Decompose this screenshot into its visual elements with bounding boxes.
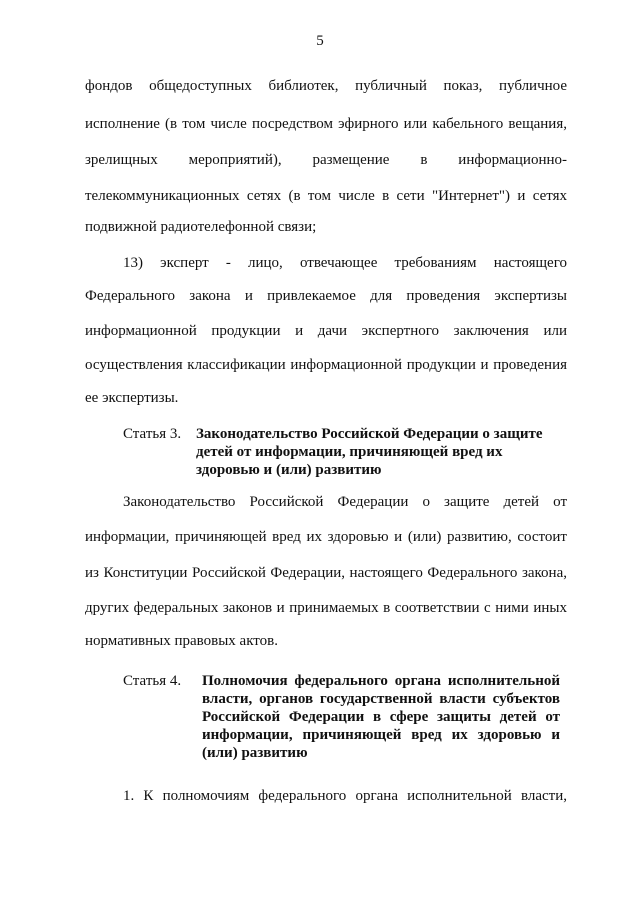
text-line: 13) эксперт - лицо, отвечающее требованиям настоящего	[123, 255, 567, 271]
article-3-label: Статья 3.	[123, 426, 182, 442]
page-number: 5	[316, 33, 324, 49]
article-3-title-line: детей от информации, причиняющей вред их	[196, 444, 503, 460]
article-4-title-line: Российской Федерации в сфере защиты детей от	[202, 709, 560, 725]
article-3-title-line: Законодательство Российской Федерации о защите	[196, 426, 543, 442]
text-line: осуществления классификации информационной продукции и проведения	[85, 357, 567, 373]
article-3-heading	[0, 425, 640, 485]
article-4-title-line: (или) развитию	[202, 745, 308, 761]
text-line: телекоммуникационных сетях (в том числе в сети "Интернет") и сетях	[85, 188, 567, 204]
text-line: информации, причиняющей вред их здоровью и (или) развитию, состоит	[85, 529, 567, 545]
article-4-heading	[0, 672, 640, 764]
text-line: Законодательство Российской Федерации о защите детей от	[123, 494, 567, 510]
article-4-title-line: Полномочия федерального органа исполнительной	[202, 673, 560, 689]
text-line: из Конституции Российской Федерации, настоящего Федерального закона,	[85, 565, 567, 581]
text-line: подвижной радиотелефонной связи;	[85, 219, 317, 235]
article-3-title-line: здоровью и (или) развитию	[196, 462, 382, 478]
article-4-title-line: власти, органов государственной власти субъектов	[202, 691, 560, 707]
text-line: Федерального закона и привлекаемое для проведения экспертизы	[85, 288, 567, 304]
text-line: других федеральных законов и принимаемых в соответствии с ними иных	[85, 600, 567, 616]
article-4-title	[202, 672, 560, 762]
text-line: информационной продукции и дачи экспертного заключения или	[85, 323, 567, 339]
article-4-title-line: информации, причиняющей вред их здоровью и	[202, 727, 560, 743]
text-line: 1. К полномочиям федерального органа исполнительной власти,	[123, 788, 567, 804]
text-line: зрелищных мероприятий), размещение в информационно-	[85, 152, 567, 168]
text-line: нормативных правовых актов.	[85, 633, 278, 649]
text-line: ее экспертизы.	[85, 390, 179, 406]
article-4-label: Статья 4.	[123, 673, 182, 689]
text-line: исполнение (в том числе посредством эфирного или кабельного вещания,	[85, 116, 567, 132]
text-line: фондов общедоступных библиотек, публичный показ, публичное	[85, 78, 567, 94]
article-3-title	[196, 425, 541, 479]
